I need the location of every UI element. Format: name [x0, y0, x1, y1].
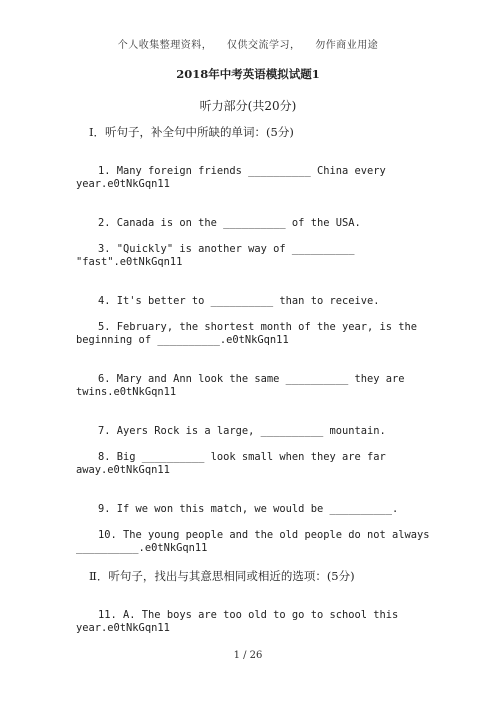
question-line: 1. Many foreign friends __________ China every	[98, 165, 386, 177]
question-continuation: "fast".e0tNkGqn11	[76, 256, 183, 268]
question-continuation: away.e0tNkGqn11	[76, 464, 170, 476]
question-line: 8. Big __________ look small when they are far	[98, 451, 386, 463]
question-2	[0, 204, 496, 230]
question-5	[0, 308, 496, 347]
document-title: 2018年中考英语模拟试题1	[176, 67, 320, 81]
question-line: 7. Ayers Rock is a large, __________ mountain.	[98, 425, 386, 437]
section-heading-1: Ⅰ．听句子，补全句中所缺的单词：(5分)	[89, 125, 294, 139]
question-continuation: beginning of __________.e0tNkGqn11	[76, 334, 289, 346]
question-9	[0, 490, 496, 516]
question-line: 9. If we won this match, we would be __________.	[98, 503, 399, 515]
question-continuation: __________.e0tNkGqn11	[76, 542, 208, 554]
question-10	[0, 516, 496, 555]
question-line: 11. A. The boys are too old to go to school this	[98, 609, 399, 621]
question-6	[0, 360, 496, 399]
question-continuation: year.e0tNkGqn11	[76, 622, 170, 634]
page-header: 个人收集整理资料， 仅供交流学习， 勿作商业用途	[117, 40, 379, 51]
question-1	[0, 152, 496, 191]
question-line: 10. The young people and the old people do not always	[98, 529, 430, 541]
question-continuation: twins.e0tNkGqn11	[76, 386, 177, 398]
section-heading-2: Ⅱ．听句子，找出与其意思相同或相近的选项：(5分)	[89, 569, 355, 583]
question-4	[0, 282, 496, 308]
question-7	[0, 412, 496, 438]
section-subtitle: 听力部分(共20分)	[199, 99, 297, 113]
question-line: 5. February, the shortest month of the year, is the	[98, 321, 418, 333]
question-3	[0, 230, 496, 269]
question-line: 4. It's better to __________ than to receive.	[98, 295, 380, 307]
question-continuation: year.e0tNkGqn11	[76, 178, 170, 190]
question-line: 3. "Quickly" is another way of __________	[98, 243, 355, 255]
question-11	[0, 596, 496, 635]
question-8	[0, 438, 496, 477]
question-line: 6. Mary and Ann look the same __________ they are	[98, 373, 405, 385]
question-line: 2. Canada is on the __________ of the USA.	[98, 217, 361, 229]
page-number: 1 / 26	[233, 650, 263, 661]
